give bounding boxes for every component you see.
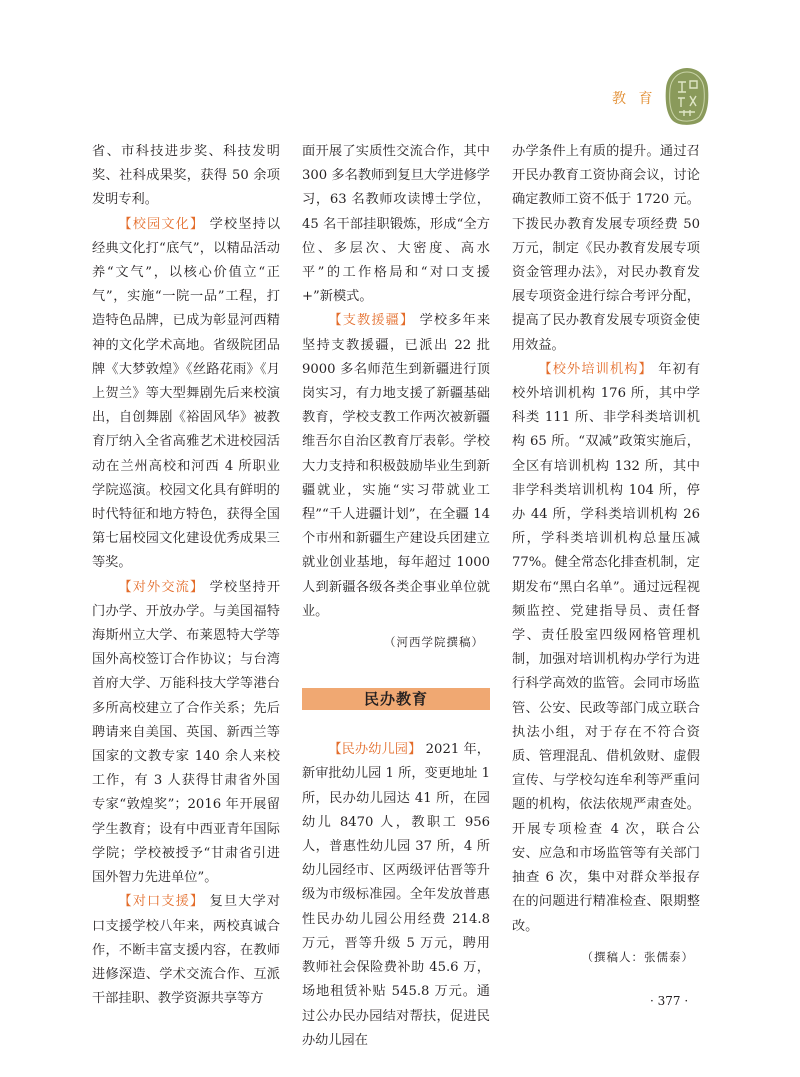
paragraph-training-institutions — [512, 358, 700, 939]
text-campus-culture: 学校坚持以经典文化打“底气”，以精品活动养“文气”，以核心价值立“正气”，实施“一院一品”工程，打造特色品牌，已成为彰显河西精神的文化学术高地。省级院团品牌《大梦敦煌》《丝路花雨》《月上贺兰》等大型舞剧先后来校演出，自创舞剧《裕固风华》被教育厅纳入全省高雅艺术进校园活动在兰州高校和河西 4 所职业学院巡演。校园文化具有鲜明的时代特征和地方特色，获得全国第七届校园文化建设优秀成果三等奖。 — [92, 216, 281, 571]
keyword-pairing-support: 【对口支援】 — [118, 894, 205, 910]
column-right — [512, 140, 700, 969]
paragraph-fudan-cooperation: 面开展了实质性交流合作，其中 300 多名教师到复旦大学进修学习，63 名教师攻读博士学位，45 名干部挂职锻炼，形成“全方位、多层次、大密度、高水平”的工作格局和“对口支援 +”新模式。 — [302, 144, 490, 305]
section-title-private-education: 民办教育 — [302, 688, 490, 710]
keyword-xinjiang-support: 【支教援疆】 — [328, 313, 415, 329]
page-number: · 377 · — [650, 994, 689, 1008]
paragraph-patents: 省、市科技进步奖、科技发明奖、社科成果奖，获得 50 余项发明专利。 — [92, 144, 280, 208]
paragraph-xinjiang-support — [302, 309, 490, 624]
credit-hexi-university: （河西学院撰稿） — [384, 635, 484, 650]
section-header-label: 教 育 — [612, 91, 657, 107]
text-xinjiang-support: 学校多年来坚持支教援疆，已派出 22 批 9000 多名师范生到新疆进行顶岗实习，有力地支援了新疆基础教育，学校支教工作两次被新疆维吾尔自治区教育厅表彰。学校大力支持和积极鼓励毕业生到新疆就业，实施“实习带就业工程”“千人进疆计划”，在全疆 14 个市州和新疆生产建设兵团建立就业创业基地，每年超过 1000 人到新疆各级各类企事业单位就业。 — [302, 313, 491, 619]
text-pairing-support: 复旦大学对口支援学校八年来，两校真诚合作，不断丰富支援内容，在教师进修深造、学术交流合作、互派干部挂职、教学资源共享等方 — [92, 894, 281, 1007]
text-private-kindergarten: 2021 年，新审批幼儿园 1 所，变更地址 1 所，民办幼儿园达 41 所，在园幼儿 8470 人，教职工 956 人，普惠性幼儿园 37 所，4 所幼儿园经市、区两级评估晋等升级为市级标准园。全年发放普惠性民办幼儿园公用经费 214.8 万元，晋等升级 5 万元，聘用教师社会保险费补助 45.6 万，场地租赁补贴 545.8 万元。通过公办民办园结对帮扶，促进民办幼儿园在 — [302, 742, 490, 1048]
seal-stamp-icon — [664, 66, 710, 128]
paragraph-private-kindergarten — [302, 738, 490, 1053]
paragraph-pairing-support — [92, 890, 280, 1011]
paragraph-school-conditions: 办学条件上有质的提升。通过召开民办教育工资协商会议，讨论确定教师工资不低于 1720 元。下拨民办教育发展专项经费 50 万元，制定《民办教育发展专项资金管理办法》，对民办教育发展专项资金进行综合考评分配，提高了民办教育发展专项资金使用效益。 — [512, 144, 700, 353]
credit-author: （撰稿人：张儒泰） — [581, 949, 694, 964]
text-foreign-exchange: 学校坚持开门办学、开放办学。与美国福特海斯州立大学、布莱恩特大学等国外高校签订合作协议；与台湾首府大学、万能科技大学等港台多所高校建立了合作关系；先后聘请来自美国、英国、新西兰等国家的文教专家 140 余人来校工作，有 3 人获得甘肃省外国专家“敦煌奖”；2016 年开展留学生教育；设有中西亚青年国际学院；学校被授予“甘肃省引进国外智力先进单位”。 — [92, 579, 281, 886]
keyword-training-institutions: 【校外培训机构】 — [538, 361, 653, 377]
keyword-private-kindergarten: 【民办幼儿园】 — [328, 742, 422, 758]
text-training-institutions: 年初有校外培训机构 176 所，其中学科类 111 所、非学科类培训机构 65 所。“双减”政策实施后，全区有培训机构 132 所，其中非学科类培训机构 104 所，停办 44 所，学科类培训机构 26 所，学科类培训机构总量压减 77%。健全常态化排查机制，定期发布“黑白名单”。通过远程视频监控、党建指导员、责任督学、责任股室四级网格管理机制，加强对培训机构办学行为进行科学高效的监管。会同市场监管、公安、民政等部门成立联合执法小组，对于存在不符合资质、管理混乱、借机敛财、虚假宣传、与学校勾连牟利等严重问题的机构，依法依规严肃查处。开展专项检查 4 次，联合公安、应急和市场监管等有关部门抽查 6 次，集中对群众举报存在的问题进行精准检查、限期整改。 — [512, 361, 701, 934]
keyword-campus-culture: 【校园文化】 — [118, 216, 205, 232]
column-left — [92, 140, 280, 1011]
paragraph-campus-culture — [92, 213, 280, 576]
column-middle — [302, 140, 490, 1053]
paragraph-foreign-exchange — [92, 576, 280, 891]
keyword-foreign-exchange: 【对外交流】 — [118, 579, 205, 595]
